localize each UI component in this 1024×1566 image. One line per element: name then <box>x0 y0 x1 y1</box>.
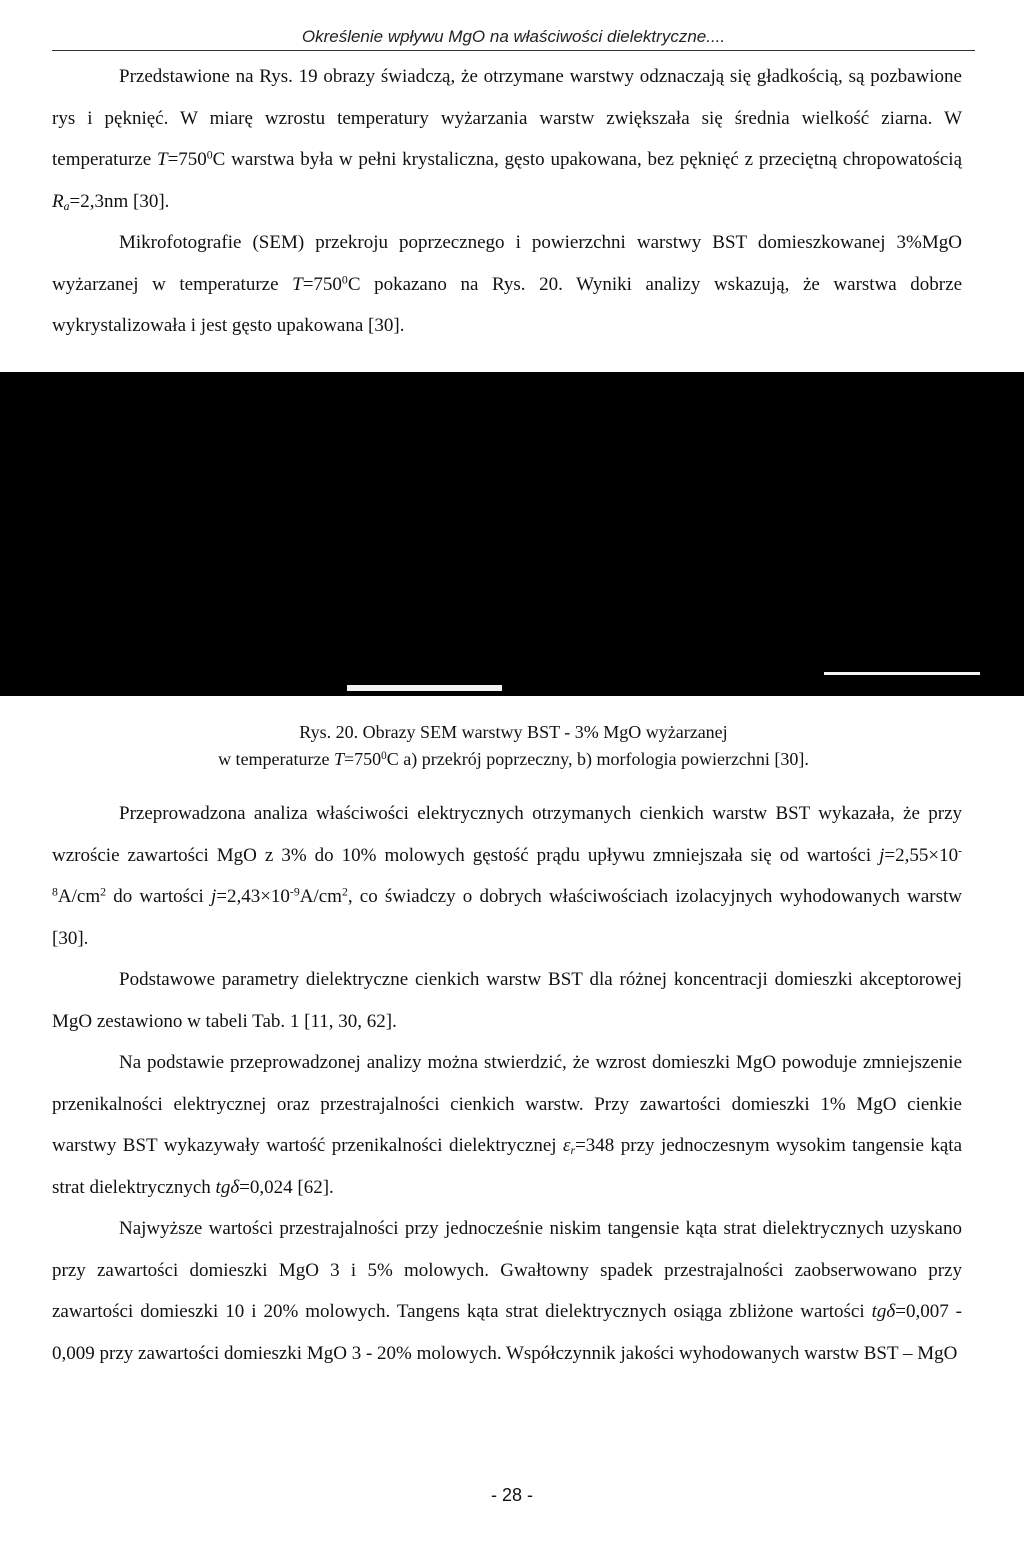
scale-bar <box>347 685 502 691</box>
paragraph: Przedstawione na Rys. 19 obrazy świadczą, że otrzymane warstwy odznaczają się gładkością, są pozbawione rys i pęknięć. W miarę wzrostu temperatury wyżarzania warstw zwiększała się średnia wielkość ziarna. W temperaturze $T=750^0C$ warstwa była w pełni krystaliczna, gęsto upakowana, bez pęknięć z przeciętną chropowatością $R_a=2,3nm$ [30]. <box>52 66 963 213</box>
figure-caption: Rys. 20. Obrazy SEM warstwy BST - 3% MgO wyżarzanej w temperaturze $T=750^0C$ a) przekrój poprzeczny, b) morfologia powierzchni [30]. <box>218 722 809 769</box>
body-text-bottom <box>52 793 962 1374</box>
paragraph: Przeprowadzona analiza właściwości elektrycznych otrzymanych cienkich warstw BST wykazała, że przy wzroście zawartości MgO z 3% do 10% molowych gęstość prądu upływu zmniejszała się od wartości $j=2,55\times 10^{-8}A/cm^2$ do wartości $j=2,43\times 10^{-9}A/cm^2$, co świadczy o dobrych właściwościach izolacyjnych wyhodowanych warstw [30]. <box>52 803 962 949</box>
running-header: Określenie wpływu MgO na właściwości dielektryczne.... <box>301 27 726 46</box>
body-text-top <box>52 56 962 347</box>
paragraph: Najwyższe wartości przestrajalności przy jednocześnie niskim tangensie kąta strat dielektrycznych uzyskano przy zawartości domieszki MgO 3 i 5% molowych. Gwałtowny spadek przestrajalności zaobserwowano przy zawartości domieszki 10 i 20% molowych. Tangens kąta strat dielektrycznych osiąga zbliżone wartości tgδ=0,007 - 0,009 przy zawartości domieszki MgO 3 - 20% molowych. Współczynnik jakości wyhodowanych warstw BST – MgO <box>52 1218 962 1364</box>
sem-image-surface <box>532 372 1024 696</box>
sem-image-cross-section <box>0 372 532 696</box>
paragraph: Na podstawie przeprowadzonej analizy można stwierdzić, że wzrost domieszki MgO powoduje zmniejszenie przenikalności elektrycznej oraz przestrajalności cienkich warstw. Przy zawartości domieszki 1% MgO cienkie warstwy BST wykazywały wartość przenikalności dielektrycznej $\varepsilon_r=348$ przy jednoczesnym wysokim tangensie kąta strat dielektrycznych tgδ=0,024 [62]. <box>52 1052 962 1198</box>
page-number: - 28 - <box>490 1485 533 1505</box>
paragraph: Mikrofotografie (SEM) przekroju poprzecznego i powierzchni warstwy BST domieszkowanej 3%MgO wyżarzanej w temperaturze $T=750^0C$ pokazano na Rys. 20. Wyniki analizy wskazują, że warstwa dobrze wykrystalizowała i jest gęsto upakowana [30]. <box>52 232 963 336</box>
paragraph: Podstawowe parametry dielektryczne cienkich warstw BST dla różnej koncentracji domieszki akceptorowej MgO zestawiono w tabeli Tab. 1 [11, 30, 62]. <box>52 969 962 1032</box>
scale-bar <box>824 672 980 675</box>
header-divider <box>52 50 975 51</box>
